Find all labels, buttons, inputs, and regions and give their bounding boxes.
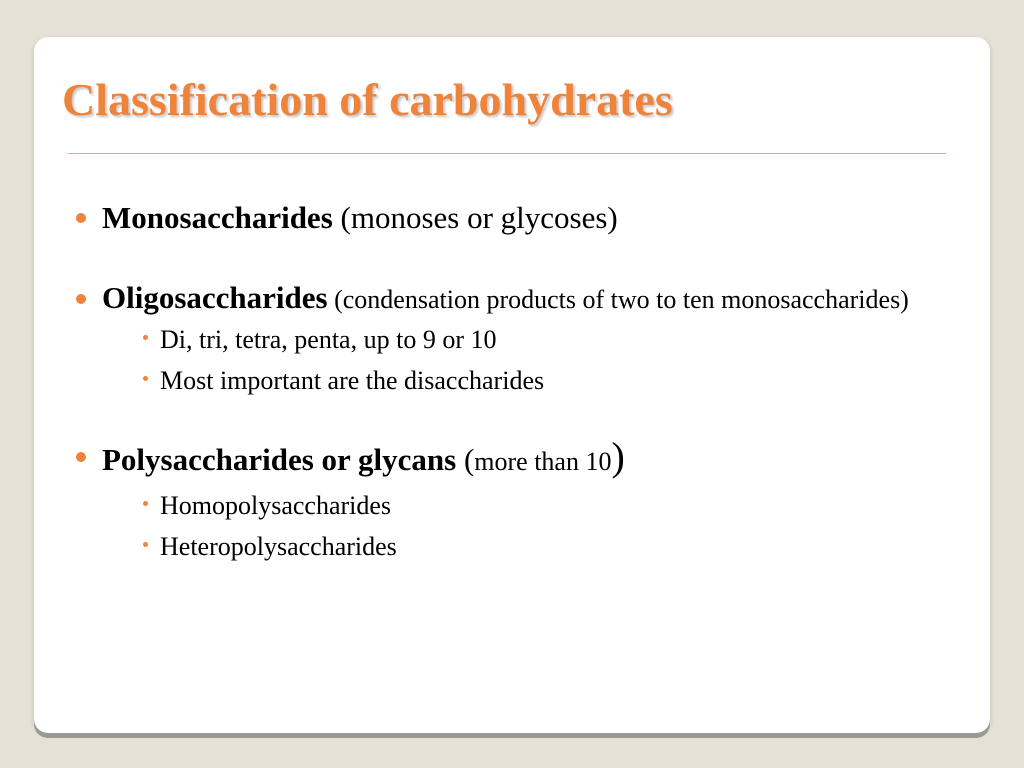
bullet-detail: (condensation products of two to ten monosaccharides) (327, 285, 909, 314)
bullet-dot-icon (76, 452, 86, 462)
bullet-term: Polysaccharides or glycans (102, 442, 457, 477)
sub-bullet-dot-icon (143, 376, 148, 381)
sub-bullet-dot-icon (143, 335, 148, 340)
slide-title: Classification of carbohydrates (62, 74, 673, 125)
bullet-term: Monosaccharides (102, 200, 333, 235)
sub-bullet-text: Heteropolysaccharides (160, 532, 397, 561)
sub-bullet-text: Homopolysaccharides (160, 491, 392, 520)
bullet-detail: (monoses or glycoses) (332, 200, 618, 235)
bullet-oligosaccharides (76, 277, 928, 318)
oligosaccharides-sublist (76, 319, 928, 401)
sub-bullet-dot-icon (143, 542, 148, 547)
sub-bullet (76, 526, 928, 567)
sub-bullet (76, 319, 928, 360)
polysaccharides-sublist (76, 485, 928, 567)
sub-bullet-text: Di, tri, tetra, penta, up to 9 or 10 (160, 325, 497, 354)
sub-bullet (76, 485, 928, 526)
bullet-detail: more than 10 (474, 447, 612, 476)
bullet-monosaccharides (76, 196, 928, 240)
bullet-term: Oligosaccharides (102, 280, 328, 315)
bullet-dot-icon (76, 294, 86, 304)
sub-bullet (76, 360, 928, 401)
bullet-close-paren: ) (611, 434, 625, 479)
title-divider (68, 153, 946, 154)
sub-bullet-dot-icon (143, 501, 148, 506)
bullet-polysaccharides (76, 435, 928, 484)
bullet-dot-icon (76, 213, 86, 223)
slide-content (76, 196, 928, 567)
sub-bullet-text: Most important are the disaccharides (160, 366, 545, 395)
bullet-open-paren: ( (456, 442, 475, 477)
